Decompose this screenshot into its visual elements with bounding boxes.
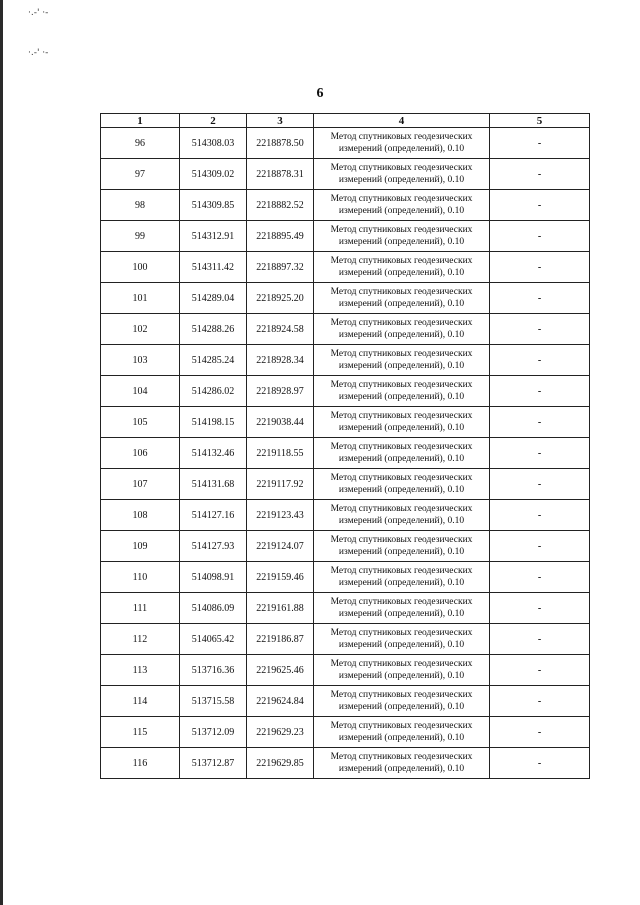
x-coordinate-cell: 513715.58 (180, 686, 247, 717)
point-number-cell: 101 (101, 283, 180, 314)
y-coordinate-cell: 2218925.20 (247, 283, 314, 314)
point-number-cell: 98 (101, 190, 180, 221)
x-coordinate-cell: 514308.03 (180, 128, 247, 159)
table-row (101, 283, 590, 314)
method-line-1: Метод спутниковых геодезических (330, 163, 473, 173)
scan-mark-top: ·.-' ·- (28, 8, 49, 18)
point-number-cell: 116 (101, 748, 180, 779)
y-coordinate-cell: 2219629.85 (247, 748, 314, 779)
y-coordinate-cell: 2218878.31 (247, 159, 314, 190)
note-cell: - (490, 252, 590, 283)
method-line-1: Метод спутниковых геодезических (330, 132, 473, 142)
scan-left-edge (0, 0, 3, 905)
method-cell (314, 376, 490, 407)
method-line-1: Метод спутниковых геодезических (330, 411, 473, 421)
method-line-2: измерений (определений), 0.10 (338, 206, 465, 216)
point-number-cell: 108 (101, 500, 180, 531)
note-cell: - (490, 686, 590, 717)
point-number-cell: 104 (101, 376, 180, 407)
method-line-2: измерений (определений), 0.10 (338, 392, 465, 402)
point-number-cell: 99 (101, 221, 180, 252)
table-row (101, 655, 590, 686)
table-row (101, 128, 590, 159)
x-coordinate-cell: 514098.91 (180, 562, 247, 593)
note-cell: - (490, 624, 590, 655)
note-cell: - (490, 376, 590, 407)
method-line-2: измерений (определений), 0.10 (338, 361, 465, 371)
x-coordinate-cell: 514198.15 (180, 407, 247, 438)
method-cell (314, 221, 490, 252)
y-coordinate-cell: 2219629.23 (247, 717, 314, 748)
table-row (101, 624, 590, 655)
method-line-2: измерений (определений), 0.10 (338, 609, 465, 619)
y-coordinate-cell: 2218928.34 (247, 345, 314, 376)
method-line-2: измерений (определений), 0.10 (338, 547, 465, 557)
x-coordinate-cell: 513716.36 (180, 655, 247, 686)
method-cell (314, 500, 490, 531)
method-line-2: измерений (определений), 0.10 (338, 423, 465, 433)
x-coordinate-cell: 514309.02 (180, 159, 247, 190)
method-line-2: измерений (определений), 0.10 (338, 671, 465, 681)
note-cell: - (490, 655, 590, 686)
x-coordinate-cell: 514311.42 (180, 252, 247, 283)
page-number: 6 (316, 86, 324, 101)
point-number-cell: 113 (101, 655, 180, 686)
y-coordinate-cell: 2219161.88 (247, 593, 314, 624)
scan-mark-second: ·.-' ·- (28, 48, 49, 58)
note-cell: - (490, 531, 590, 562)
point-number-cell: 102 (101, 314, 180, 345)
y-coordinate-cell: 2219124.07 (247, 531, 314, 562)
method-line-2: измерений (определений), 0.10 (338, 454, 465, 464)
method-cell (314, 717, 490, 748)
method-line-2: измерений (определений), 0.10 (338, 237, 465, 247)
point-number-cell: 110 (101, 562, 180, 593)
note-cell: - (490, 438, 590, 469)
method-line-2: измерений (определений), 0.10 (338, 702, 465, 712)
table-row (101, 717, 590, 748)
y-coordinate-cell: 2218924.58 (247, 314, 314, 345)
x-coordinate-cell: 513712.09 (180, 717, 247, 748)
table-row (101, 748, 590, 779)
method-line-1: Метод спутниковых геодезических (330, 504, 473, 514)
x-coordinate-cell: 514127.16 (180, 500, 247, 531)
y-coordinate-cell: 2218928.97 (247, 376, 314, 407)
x-coordinate-cell: 513712.87 (180, 748, 247, 779)
note-cell: - (490, 159, 590, 190)
method-line-1: Метод спутниковых геодезических (330, 256, 473, 266)
x-coordinate-cell: 514312.91 (180, 221, 247, 252)
table-row (101, 500, 590, 531)
method-cell (314, 562, 490, 593)
method-line-2: измерений (определений), 0.10 (338, 330, 465, 340)
method-line-1: Метод спутниковых геодезических (330, 318, 473, 328)
table-row (101, 407, 590, 438)
method-cell (314, 469, 490, 500)
note-cell: - (490, 221, 590, 252)
method-line-1: Метод спутниковых геодезических (330, 752, 473, 762)
note-cell: - (490, 562, 590, 593)
method-cell (314, 531, 490, 562)
note-cell: - (490, 283, 590, 314)
y-coordinate-cell: 2219186.87 (247, 624, 314, 655)
point-number-cell: 111 (101, 593, 180, 624)
method-line-2: измерений (определений), 0.10 (338, 485, 465, 495)
table-row (101, 376, 590, 407)
y-coordinate-cell: 2219038.44 (247, 407, 314, 438)
method-cell (314, 686, 490, 717)
method-line-2: измерений (определений), 0.10 (338, 516, 465, 526)
point-number-cell: 114 (101, 686, 180, 717)
table-row (101, 252, 590, 283)
table-row (101, 159, 590, 190)
note-cell: - (490, 717, 590, 748)
x-coordinate-cell: 514289.04 (180, 283, 247, 314)
point-number-cell: 97 (101, 159, 180, 190)
method-line-2: измерений (определений), 0.10 (338, 733, 465, 743)
point-number-cell: 96 (101, 128, 180, 159)
point-number-cell: 106 (101, 438, 180, 469)
point-number-cell: 107 (101, 469, 180, 500)
method-cell (314, 283, 490, 314)
table-row (101, 593, 590, 624)
point-number-cell: 100 (101, 252, 180, 283)
method-cell (314, 593, 490, 624)
y-coordinate-cell: 2219624.84 (247, 686, 314, 717)
method-cell (314, 655, 490, 686)
note-cell: - (490, 469, 590, 500)
x-coordinate-cell: 514309.85 (180, 190, 247, 221)
method-line-1: Метод спутниковых геодезических (330, 597, 473, 607)
column-header-x: 2 (180, 114, 247, 128)
table-row (101, 314, 590, 345)
method-cell (314, 190, 490, 221)
point-number-cell: 109 (101, 531, 180, 562)
method-line-1: Метод спутниковых геодезических (330, 225, 473, 235)
method-line-1: Метод спутниковых геодезических (330, 380, 473, 390)
point-number-cell: 103 (101, 345, 180, 376)
table-row (101, 562, 590, 593)
column-header-point-number: 1 (101, 114, 180, 128)
method-cell (314, 407, 490, 438)
method-line-1: Метод спутниковых геодезических (330, 566, 473, 576)
table-row (101, 190, 590, 221)
method-cell (314, 252, 490, 283)
y-coordinate-cell: 2219117.92 (247, 469, 314, 500)
y-coordinate-cell: 2219159.46 (247, 562, 314, 593)
method-line-2: измерений (определений), 0.10 (338, 640, 465, 650)
method-line-1: Метод спутниковых геодезических (330, 628, 473, 638)
note-cell: - (490, 407, 590, 438)
method-line-2: измерений (определений), 0.10 (338, 578, 465, 588)
method-cell (314, 748, 490, 779)
column-header-note: 5 (490, 114, 590, 128)
method-line-1: Метод спутниковых геодезических (330, 442, 473, 452)
table-row (101, 345, 590, 376)
method-line-1: Метод спутниковых геодезических (330, 535, 473, 545)
method-line-1: Метод спутниковых геодезических (330, 287, 473, 297)
method-line-1: Метод спутниковых геодезических (330, 721, 473, 731)
note-cell: - (490, 190, 590, 221)
point-number-cell: 112 (101, 624, 180, 655)
y-coordinate-cell: 2218882.52 (247, 190, 314, 221)
method-cell (314, 128, 490, 159)
x-coordinate-cell: 514065.42 (180, 624, 247, 655)
note-cell: - (490, 345, 590, 376)
coordinates-table (100, 113, 590, 779)
y-coordinate-cell: 2219625.46 (247, 655, 314, 686)
x-coordinate-cell: 514288.26 (180, 314, 247, 345)
table-row (101, 221, 590, 252)
method-line-1: Метод спутниковых геодезических (330, 659, 473, 669)
note-cell: - (490, 748, 590, 779)
method-line-1: Метод спутниковых геодезических (330, 690, 473, 700)
method-cell (314, 314, 490, 345)
table-row (101, 469, 590, 500)
note-cell: - (490, 314, 590, 345)
y-coordinate-cell: 2219123.43 (247, 500, 314, 531)
method-line-1: Метод спутниковых геодезических (330, 473, 473, 483)
x-coordinate-cell: 514285.24 (180, 345, 247, 376)
method-line-2: измерений (определений), 0.10 (338, 268, 465, 278)
x-coordinate-cell: 514131.68 (180, 469, 247, 500)
method-line-2: измерений (определений), 0.10 (338, 144, 465, 154)
table-row (101, 686, 590, 717)
method-cell (314, 624, 490, 655)
method-line-2: измерений (определений), 0.10 (338, 764, 465, 774)
method-line-2: измерений (определений), 0.10 (338, 299, 465, 309)
x-coordinate-cell: 514286.02 (180, 376, 247, 407)
x-coordinate-cell: 514086.09 (180, 593, 247, 624)
method-cell (314, 438, 490, 469)
x-coordinate-cell: 514127.93 (180, 531, 247, 562)
method-cell (314, 345, 490, 376)
table-header-row (101, 114, 590, 128)
note-cell: - (490, 500, 590, 531)
note-cell: - (490, 128, 590, 159)
x-coordinate-cell: 514132.46 (180, 438, 247, 469)
y-coordinate-cell: 2218878.50 (247, 128, 314, 159)
point-number-cell: 105 (101, 407, 180, 438)
y-coordinate-cell: 2218897.32 (247, 252, 314, 283)
note-cell: - (490, 593, 590, 624)
point-number-cell: 115 (101, 717, 180, 748)
table-row (101, 531, 590, 562)
y-coordinate-cell: 2219118.55 (247, 438, 314, 469)
table-row (101, 438, 590, 469)
method-line-1: Метод спутниковых геодезических (330, 349, 473, 359)
method-line-1: Метод спутниковых геодезических (330, 194, 473, 204)
y-coordinate-cell: 2218895.49 (247, 221, 314, 252)
column-header-method: 4 (314, 114, 490, 128)
column-header-y: 3 (247, 114, 314, 128)
method-line-2: измерений (определений), 0.10 (338, 175, 465, 185)
method-cell (314, 159, 490, 190)
